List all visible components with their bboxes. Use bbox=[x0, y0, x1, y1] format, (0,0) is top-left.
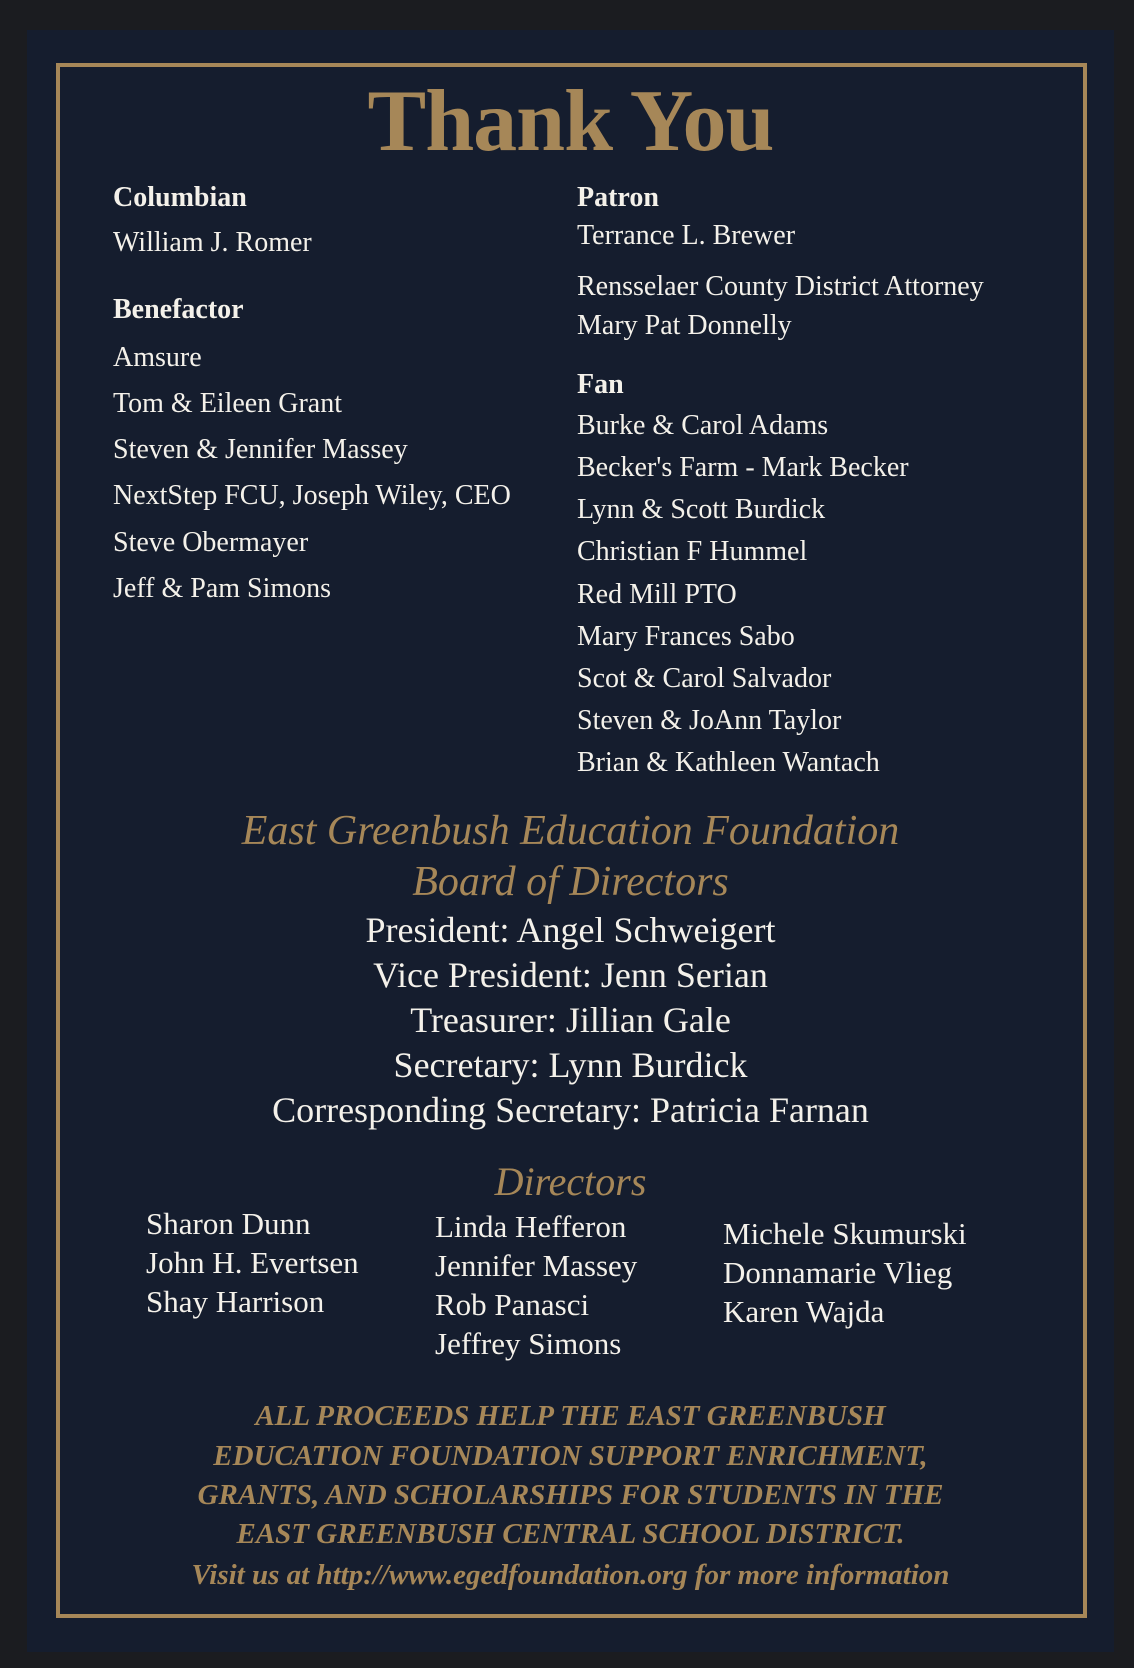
officer-vice-president: Vice President: Jenn Serian bbox=[373, 955, 768, 995]
director-name: Donnamarie Vlieg bbox=[723, 1255, 953, 1290]
director-name: Karen Wajda bbox=[723, 1294, 885, 1329]
patron-name: Rensselaer County District Attorney bbox=[577, 271, 984, 302]
fan-name: Becker's Farm - Mark Becker bbox=[577, 452, 909, 483]
officer-president: President: Angel Schweigert bbox=[365, 910, 776, 950]
board-heading: Board of Directors bbox=[412, 859, 729, 905]
director-name: Michele Skumurski bbox=[723, 1216, 967, 1251]
patron-name: Mary Pat Donnelly bbox=[577, 310, 792, 341]
director-name: Rob Panasci bbox=[435, 1287, 590, 1322]
director-name: Linda Hefferon bbox=[435, 1209, 627, 1244]
patron-heading: Patron bbox=[577, 182, 659, 213]
foundation-name: East Greenbush Education Foundation bbox=[241, 808, 900, 854]
fan-name: Red Mill PTO bbox=[577, 579, 737, 610]
proceeds-note-line: EDUCATION FOUNDATION SUPPORT ENRICHMENT, bbox=[213, 1440, 928, 1472]
fan-heading: Fan bbox=[577, 369, 624, 400]
patron-name: Terrance L. Brewer bbox=[577, 220, 796, 251]
officer-secretary: Secretary: Lynn Burdick bbox=[393, 1045, 748, 1085]
benefactor-name: Steve Obermayer bbox=[113, 527, 309, 558]
page-title: Thank You bbox=[367, 73, 774, 170]
benefactor-name: Tom & Eileen Grant bbox=[113, 388, 342, 419]
website-link[interactable]: Visit us at http://www.egedfoundation.org for more information bbox=[191, 1559, 950, 1591]
fan-name: Lynn & Scott Burdick bbox=[577, 494, 826, 525]
fan-name: Scot & Carol Salvador bbox=[577, 663, 832, 694]
thank-you-card bbox=[27, 30, 1114, 1652]
columbian-heading: Columbian bbox=[113, 182, 247, 213]
benefactor-name: Amsure bbox=[113, 342, 202, 373]
director-name: John H. Evertsen bbox=[146, 1245, 359, 1280]
director-name: Jennifer Massey bbox=[435, 1248, 638, 1283]
proceeds-note-line: EAST GREENBUSH CENTRAL SCHOOL DISTRICT. bbox=[236, 1518, 905, 1550]
proceeds-note-line: GRANTS, AND SCHOLARSHIPS FOR STUDENTS IN THE bbox=[197, 1479, 944, 1511]
directors-heading: Directors bbox=[494, 1159, 647, 1204]
fan-name: Steven & JoAnn Taylor bbox=[577, 705, 842, 736]
officer-treasurer: Treasurer: Jillian Gale bbox=[410, 1000, 731, 1040]
director-name: Sharon Dunn bbox=[146, 1206, 311, 1241]
fan-name: Christian F Hummel bbox=[577, 536, 808, 567]
columbian-name: William J. Romer bbox=[113, 227, 312, 258]
proceeds-note-line: ALL PROCEEDS HELP THE EAST GREENBUSH bbox=[255, 1400, 886, 1432]
benefactor-name: NextStep FCU, Joseph Wiley, CEO bbox=[113, 480, 511, 511]
fan-name: Burke & Carol Adams bbox=[577, 410, 829, 441]
director-name: Shay Harrison bbox=[146, 1284, 325, 1319]
officer-corresponding-secretary: Corresponding Secretary: Patricia Farnan bbox=[272, 1090, 869, 1130]
director-name: Jeffrey Simons bbox=[435, 1326, 622, 1361]
fan-name: Mary Frances Sabo bbox=[577, 621, 795, 652]
benefactor-name: Steven & Jennifer Massey bbox=[113, 434, 408, 465]
benefactor-name: Jeff & Pam Simons bbox=[113, 573, 332, 604]
fan-name: Brian & Kathleen Wantach bbox=[577, 747, 880, 778]
benefactor-heading: Benefactor bbox=[113, 294, 244, 325]
